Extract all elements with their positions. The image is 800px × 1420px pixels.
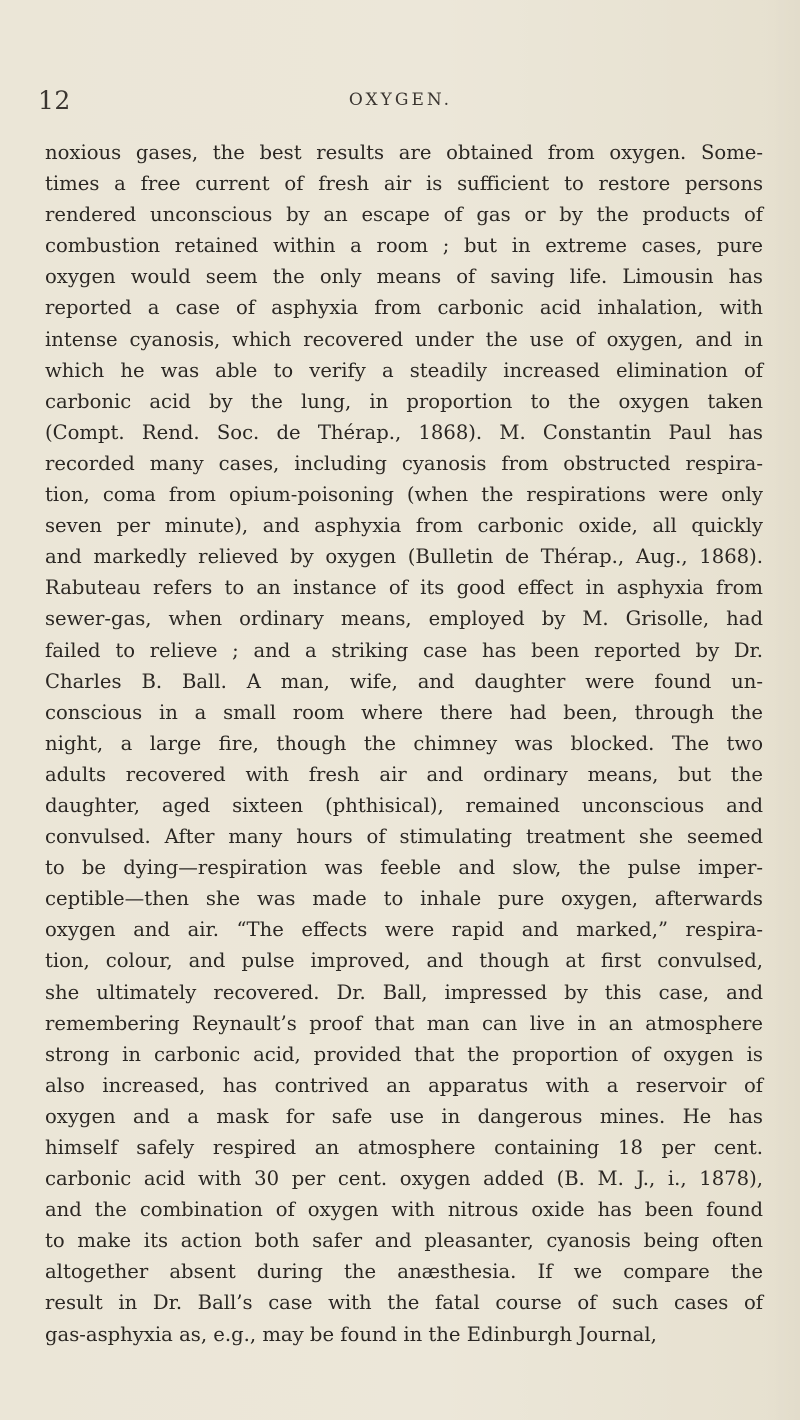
text-line: Charles B. Ball. A man, wife, and daughter were found un-: [45, 669, 763, 693]
text-line: oxygen would seem the only means of saving life. Limousin has: [45, 265, 763, 289]
text-line: daughter, aged sixteen (phthisical), remained unconscious and: [45, 793, 763, 817]
text-line: intense cyanosis, which recovered under the use of oxygen, and in: [45, 327, 763, 351]
text-line: she ultimately recovered. Dr. Ball, impressed by this case, and: [45, 980, 763, 1004]
text-line: himself safely respired an atmosphere containing 18 per cent.: [45, 1136, 763, 1159]
text-line: carbonic acid by the lung, in proportion to the oxygen taken: [45, 389, 763, 413]
text-line: reported a case of asphyxia from carbonic acid inhalation, with: [45, 296, 763, 320]
text-line: strong in carbonic acid, provided that the proportion of oxygen is: [45, 1042, 763, 1066]
text-line: remembering Reynault’s proof that man can live in an atmosphere: [45, 1011, 763, 1035]
text-line: combustion retained within a room ; but in extreme cases, pure: [45, 234, 763, 258]
body-text: [45, 137, 763, 1350]
text-line: times a free current of fresh air is sufficient to restore persons: [45, 172, 763, 196]
text-line: result in Dr. Ball’s case with the fatal course of such cases of: [45, 1291, 763, 1315]
text-line: sewer-gas, when ordinary means, employed by M. Grisolle, had: [45, 607, 763, 631]
text-line: and markedly relieved by oxygen (Bulletin de Thérap., Aug., 1868).: [45, 545, 763, 569]
running-head: [38, 86, 763, 116]
text-line: conscious in a small room where there had been, through the: [45, 700, 763, 724]
text-line: noxious gases, the best results are obtained from oxygen. Some-: [45, 141, 763, 164]
text-line: convulsed. After many hours of stimulating treatment she seemed: [45, 825, 763, 849]
text-line: which he was able to verify a steadily increased elimination of: [45, 358, 763, 382]
text-line: (Compt. Rend. Soc. de Thérap., 1868). M. Constantin Paul has: [45, 420, 763, 444]
text-line: rendered unconscious by an escape of gas or by the products of: [45, 203, 763, 227]
text-line: to make its action both safer and pleasanter, cyanosis being often: [45, 1229, 763, 1253]
text-line: oxygen and a mask for safe use in dangerous mines. He has: [45, 1104, 763, 1128]
text-line: seven per minute), and asphyxia from carbonic oxide, all quickly: [45, 514, 763, 538]
text-line: to be dying—respiration was feeble and slow, the pulse imper-: [45, 856, 763, 880]
text-line: carbonic acid with 30 per cent. oxygen added (B. M. J., i., 1878),: [45, 1167, 763, 1191]
text-line: night, a large fire, though the chimney was blocked. The two: [45, 731, 763, 755]
running-title: OXYGEN.: [348, 90, 453, 110]
text-line: tion, colour, and pulse improved, and though at first convulsed,: [45, 949, 763, 973]
text-line: oxygen and air. “The effects were rapid and marked,” respira-: [45, 918, 763, 942]
text-line: adults recovered with fresh air and ordinary means, but the: [45, 762, 763, 786]
text-line: Rabuteau refers to an instance of its good effect in asphyxia from: [45, 576, 763, 600]
page-edge-shadow: [766, 0, 800, 1420]
text-line: also increased, has contrived an apparatus with a reservoir of: [45, 1073, 763, 1097]
text-line: gas-asphyxia as, e.g., may be found in the Edinburgh Journal,: [45, 1322, 657, 1346]
text-line: recorded many cases, including cyanosis from obstructed respira-: [45, 451, 763, 475]
text-line: ceptible—then she was made to inhale pure oxygen, afterwards: [45, 887, 763, 911]
text-line: tion, coma from opium-poisoning (when the respirations were only: [45, 483, 763, 507]
text-line: failed to relieve ; and a striking case has been reported by Dr.: [45, 638, 763, 662]
text-line: altogether absent during the anæsthesia. If we compare the: [45, 1260, 763, 1284]
text-line: and the combination of oxygen with nitrous oxide has been found: [45, 1198, 763, 1222]
page-number: 12: [38, 86, 71, 115]
